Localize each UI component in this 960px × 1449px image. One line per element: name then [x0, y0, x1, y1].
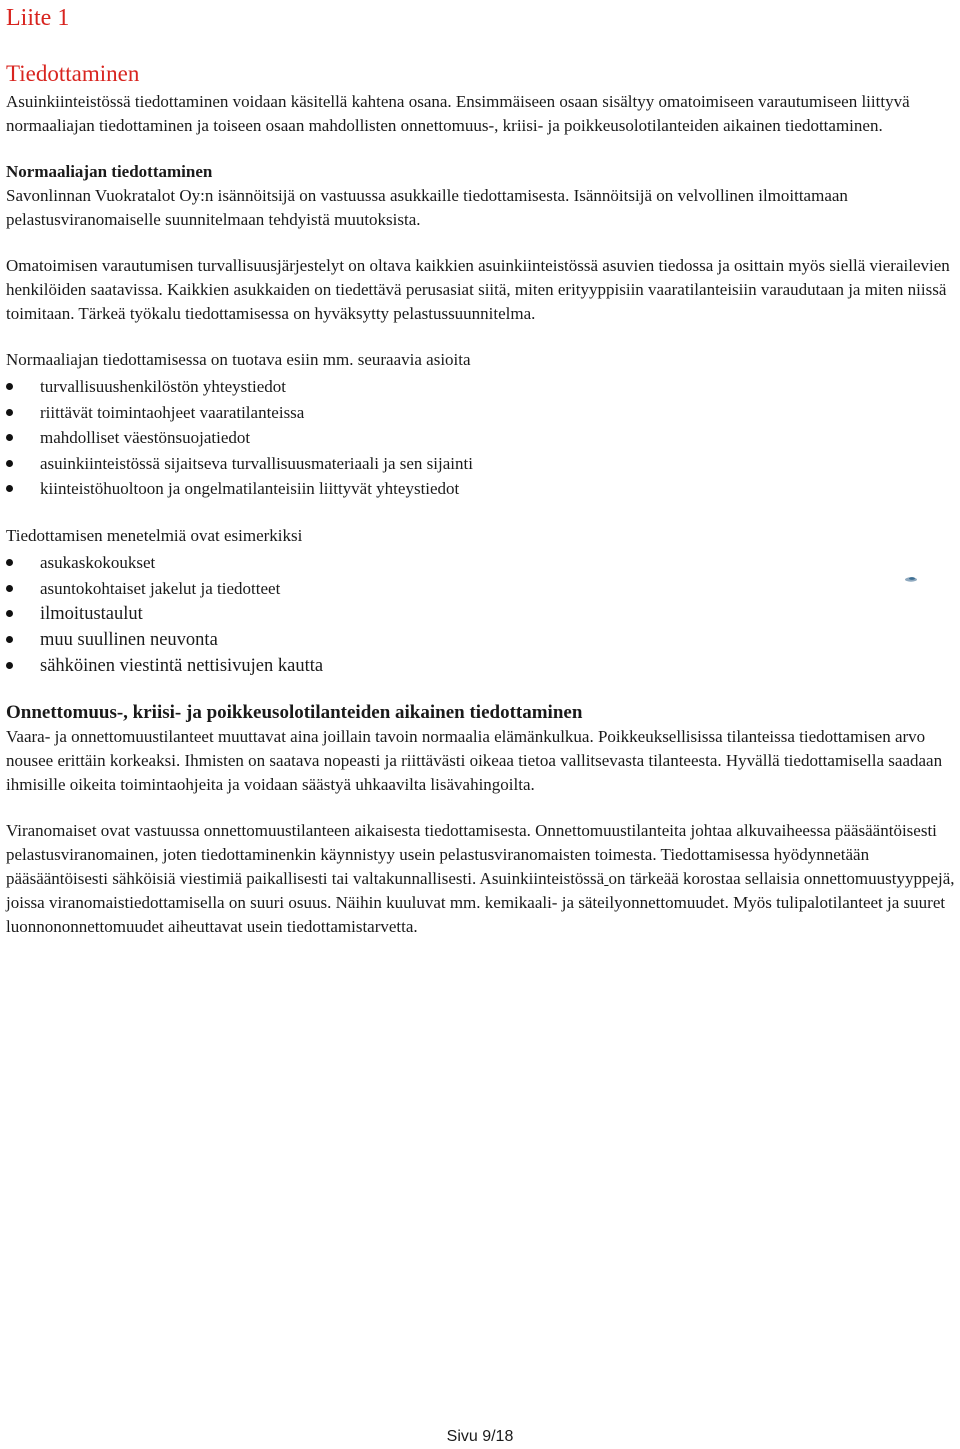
list-methods — [6, 550, 956, 601]
list-item: sähköinen viestintä nettisivujen kautta — [6, 653, 956, 679]
normal-paragraph-2: Omatoimisen varautumisen turvallisuusjärjestelyt on oltava kaikkien asuinkiinteistössä asuvien tiedossa ja osittain myös siellä vierailevien henkilöiden saatavissa. Kaikkien asukkaiden on tiedettävä perusasiat siitä, miten erityyppisiin vaaratilanteisiin varaudutaan ja miten niissä toimitaan. Tärkeä työkalu tiedottamisessa on hyväksytty pelastussuunnitelma. — [6, 256, 950, 323]
list-item: mahdolliset väestönsuojatiedot — [6, 425, 956, 451]
appendix-label: Liite 1 — [6, 5, 70, 31]
page-number: Sivu 9/18 — [446, 1428, 514, 1445]
list1-intro: Normaaliajan tiedottamisessa on tuotava esiin mm. seuraavia asioita — [6, 350, 471, 369]
list-item: ilmoitustaulut — [6, 601, 956, 627]
document-page — [6, 0, 956, 939]
bullet-icon — [6, 662, 13, 669]
bullet-icon — [6, 460, 13, 467]
list-item: kiinteistöhuoltoon ja ongelmatilanteisiin liittyvät yhteystiedot — [6, 476, 956, 502]
bullet-icon — [6, 559, 13, 566]
list-item: asuntokohtaiset jakelut ja tiedotteet — [6, 576, 956, 602]
list-notify-items — [6, 374, 956, 502]
crisis-paragraph-2: Viranomaiset ovat vastuussa onnettomuustilanteen aikaisesta tiedottamisesta. Onnettomuustilanteita johtaa alkuvaiheessa pääsääntöisesti pelastusviranomainen, joten tiedottaminenkin käynnistyy usein pelastusviranomaisten toimesta. Tiedottamisessa hyödynnetään pääsääntöisesti sähköisiä viestimiä paikallisesti tai valtakunnallisesti. Asuinkiinteistössä on tärkeää korostaa sellaisia onnettomuustyyppejä, joissa viranomaistiedottamisella on suuri osuus. Näihin kuuluvat mm. kemikaali- ja säteilyonnettomuudet. Myös tulipalotilanteet ja suuret luonnononnettomuudet aiheuttavat usein tiedottamistarvetta. — [6, 821, 955, 937]
bullet-icon — [6, 434, 13, 441]
crisis-heading: Onnettomuus-, kriisi- ja poikkeusolotilanteiden aikainen tiedottaminen — [6, 702, 583, 724]
normal-paragraph-1: Savonlinnan Vuokratalot Oy:n isännöitsijä on vastuussa asukkaille tiedottamisesta. Isännöitsijä on velvollinen ilmoittamaan pelastusviranomaiselle suunnitelmaan tehdyistä muutoksista. — [6, 186, 848, 229]
list-methods-cont — [6, 601, 956, 679]
list-item: riittävät toimintaohjeet vaaratilanteissa — [6, 400, 956, 426]
crisis-paragraph-1: Vaara- ja onnettomuustilanteet muuttavat aina joillain tavoin normaalia elämänkulkua. Poikkeuksellisissa tilanteissa tiedottamisen arvo nousee erittäin korkeaksi. Ihmisten on saatava nopeasti ja riittävästi oikeaa tietoa vallitsevasta tilanteesta. Hyvällä tiedottamisella saadaan ihmisille oikeita toimintaohjeita ja voidaan säästyä uhkaavilta lisävahingoilta. — [6, 727, 943, 795]
intro-paragraph: Asuinkiinteistössä tiedottaminen voidaan käsitellä kahtena osana. Ensimmäiseen osaan sisältyy omatoimiseen varautumiseen liittyvä normaaliajan tiedottaminen ja toiseen osaan mahdollisten onnettomuus-, kriisi- ja poikkeusolotilanteiden aikainen tiedottaminen. — [6, 92, 910, 135]
bullet-icon — [6, 585, 13, 592]
bullet-icon — [6, 383, 13, 390]
list-item: turvallisuushenkilöstön yhteystiedot — [6, 374, 956, 400]
list2-intro: Tiedottamisen menetelmiä ovat esimerkiksi — [6, 525, 303, 545]
page-title: Tiedottaminen — [6, 61, 140, 86]
list-item: asuinkiinteistössä sijaitseva turvallisuusmateriaali ja sen sijainti — [6, 451, 956, 477]
small-image-mark-icon — [904, 576, 918, 582]
list-item: muu suullinen neuvonta — [6, 627, 956, 653]
bullet-icon — [6, 485, 13, 492]
bullet-icon — [6, 636, 13, 643]
bullet-icon — [6, 610, 13, 617]
bullet-icon — [6, 409, 13, 416]
list-item: asukaskokoukset — [6, 550, 956, 576]
normal-heading: Normaaliajan tiedottaminen — [6, 162, 213, 181]
